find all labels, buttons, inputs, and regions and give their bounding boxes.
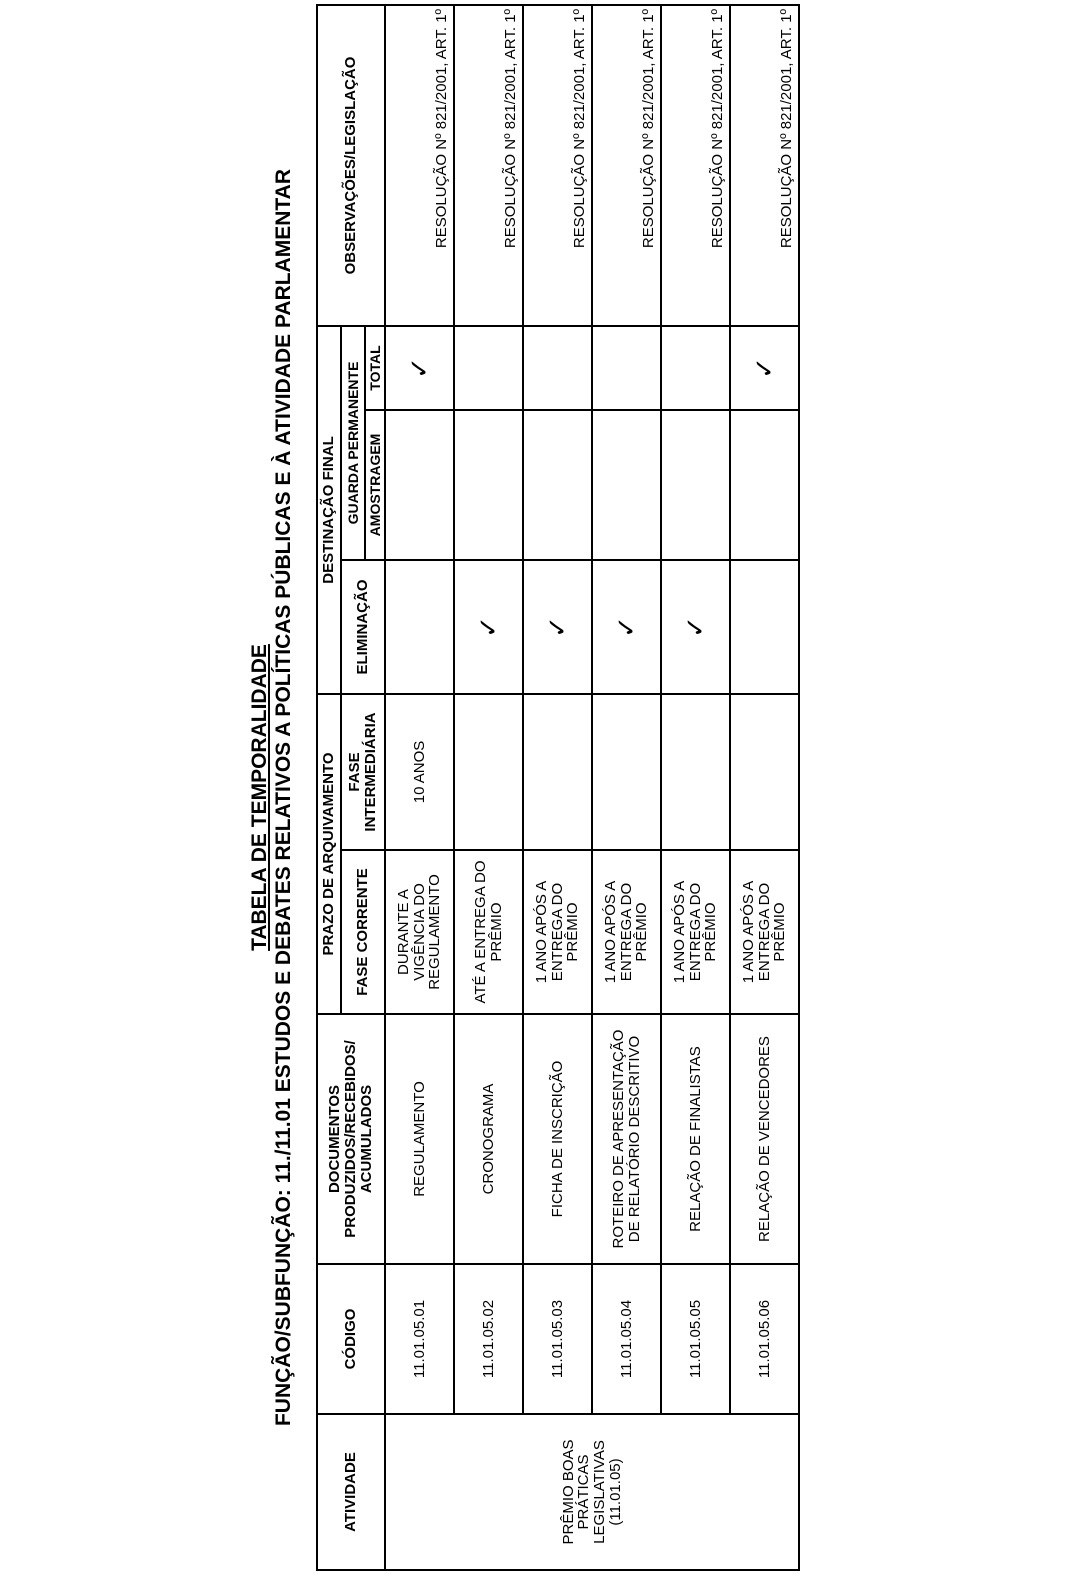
codigo-cell: 11.01.05.01 <box>385 1264 454 1414</box>
header-amostragem: AMOSTRAGEM <box>365 410 385 560</box>
fase-corrente-cell: 1 ANO APÓS A ENTREGA DO PRÊMIO <box>523 850 592 1014</box>
atividade-cell: PRÊMIO BOAS PRÁTICAS LEGISLATIVAS (11.01.05) <box>385 1414 799 1570</box>
eliminacao-check: ✓ <box>661 560 730 694</box>
eliminacao-check <box>730 560 799 694</box>
documento-cell: REGULAMENTO <box>385 1014 454 1264</box>
obs-cell: RESOLUÇÃO Nº 821/2001, ART. 1º <box>385 5 454 326</box>
amostragem-check <box>454 410 523 560</box>
amostragem-check <box>730 410 799 560</box>
total-check: ✓ <box>730 326 799 410</box>
fase-corrente-cell: ATÉ A ENTREGA DO PRÊMIO <box>454 850 523 1014</box>
codigo-cell: 11.01.05.03 <box>523 1264 592 1414</box>
amostragem-check <box>661 410 730 560</box>
codigo-cell: 11.01.05.04 <box>592 1264 661 1414</box>
fase-corrente-cell: DURANTE A VIGÊNCIA DO REGULAMENTO <box>385 850 454 1014</box>
eliminacao-check: ✓ <box>523 560 592 694</box>
header-prazo: PRAZO DE ARQUIVAMENTO <box>317 694 341 1014</box>
temporality-table <box>316 4 800 1571</box>
obs-cell: RESOLUÇÃO Nº 821/2001, ART. 1º <box>661 5 730 326</box>
fase-corrente-cell: 1 ANO APÓS A ENTREGA DO PRÊMIO <box>730 850 799 1014</box>
header-observacoes: OBSERVAÇÕES/LEGISLAÇÃO <box>317 5 385 326</box>
fase-corrente-cell: 1 ANO APÓS A ENTREGA DO PRÊMIO <box>661 850 730 1014</box>
obs-cell: RESOLUÇÃO Nº 821/2001, ART. 1º <box>523 5 592 326</box>
amostragem-check <box>592 410 661 560</box>
codigo-cell: 11.01.05.06 <box>730 1264 799 1414</box>
header-atividade: ATIVIDADE <box>317 1414 385 1570</box>
total-check <box>523 326 592 410</box>
codigo-cell: 11.01.05.02 <box>454 1264 523 1414</box>
obs-cell: RESOLUÇÃO Nº 821/2001, ART. 1º <box>730 5 799 326</box>
amostragem-check <box>523 410 592 560</box>
total-check <box>592 326 661 410</box>
header-documentos: DOCUMENTOS PRODUZIDOS/RECEBIDOS/ ACUMULADOS <box>317 1014 385 1264</box>
documento-cell: CRONOGRAMA <box>454 1014 523 1264</box>
eliminacao-check <box>385 560 454 694</box>
table-row <box>592 5 661 1570</box>
total-check <box>454 326 523 410</box>
table-row <box>523 5 592 1570</box>
header-fase-corrente: FASE CORRENTE <box>341 850 385 1014</box>
documento-cell: ROTEIRO DE APRESENTAÇÃO DE RELATÓRIO DESCRITIVO <box>592 1014 661 1264</box>
table-row <box>385 5 454 1570</box>
fase-intermediaria-cell <box>661 694 730 850</box>
fase-intermediaria-cell <box>454 694 523 850</box>
table-row <box>454 5 523 1570</box>
page-subtitle: FUNÇÃO/SUBFUNÇÃO: 11./11.01 ESTUDOS E DEBATES RELATIVOS A POLÍTICAS PÚBLICAS E À ATIVIDADE PARLAMENTAR <box>272 169 295 1427</box>
obs-cell: RESOLUÇÃO Nº 821/2001, ART. 1º <box>592 5 661 326</box>
fase-intermediaria-cell <box>523 694 592 850</box>
amostragem-check <box>385 410 454 560</box>
fase-intermediaria-cell: 10 ANOS <box>385 694 454 850</box>
documento-cell: RELAÇÃO DE VENCEDORES <box>730 1014 799 1264</box>
header-guarda: GUARDA PERMANENTE <box>341 326 365 560</box>
total-check: ✓ <box>385 326 454 410</box>
header-codigo: CÓDIGO <box>317 1264 385 1414</box>
eliminacao-check: ✓ <box>592 560 661 694</box>
fase-corrente-cell: 1 ANO APÓS A ENTREGA DO PRÊMIO <box>592 850 661 1014</box>
documento-cell: RELAÇÃO DE FINALISTAS <box>661 1014 730 1264</box>
obs-cell: RESOLUÇÃO Nº 821/2001, ART. 1º <box>454 5 523 326</box>
total-check <box>661 326 730 410</box>
header-total: TOTAL <box>365 326 385 410</box>
fase-intermediaria-cell <box>730 694 799 850</box>
header-eliminacao: ELIMINAÇÃO <box>341 560 385 694</box>
page-title: TABELA DE TEMPORALIDADE <box>248 644 271 951</box>
header-fase-intermediaria: FASE INTERMEDIÁRIA <box>341 694 385 850</box>
table-row <box>730 5 799 1570</box>
header-destinacao: DESTINAÇÃO FINAL <box>317 326 341 694</box>
fase-intermediaria-cell <box>592 694 661 850</box>
documento-cell: FICHA DE INSCRIÇÃO <box>523 1014 592 1264</box>
codigo-cell: 11.01.05.05 <box>661 1264 730 1414</box>
eliminacao-check: ✓ <box>454 560 523 694</box>
table-row <box>661 5 730 1570</box>
